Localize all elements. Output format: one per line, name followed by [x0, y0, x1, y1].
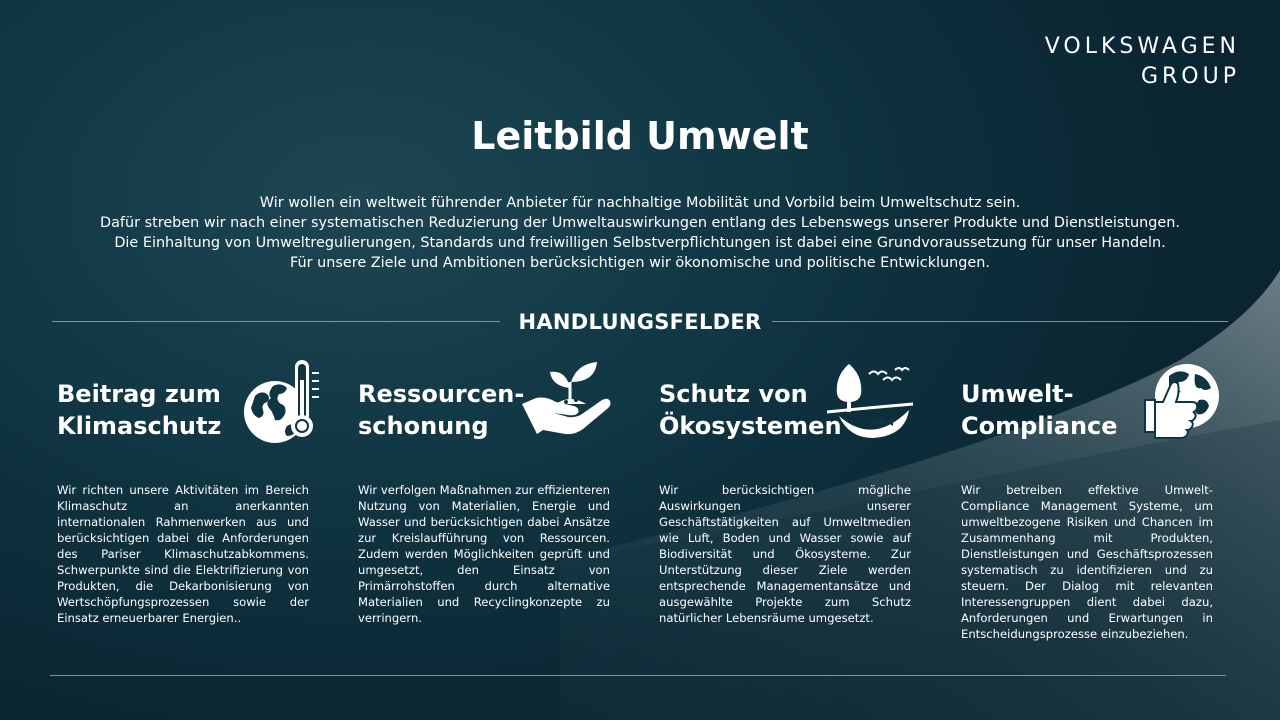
logo-line-2: GROUP — [1140, 64, 1240, 89]
field-title — [358, 378, 524, 442]
ecosystem-tree-fish-birds-icon — [825, 360, 917, 440]
volkswagen-group-logo — [1045, 32, 1240, 92]
field-title-line: schonung — [358, 412, 489, 440]
field-title-line: Ökosystemen — [659, 412, 842, 440]
field-title-line: Schutz von — [659, 380, 808, 408]
intro-line: Für unsere Ziele und Ambitionen berücksichtigen wir ökonomische und politische Entwicklungen. — [290, 255, 990, 271]
intro-line: Die Einhaltung von Umweltregulierungen, Standards und freiwilligen Selbstverpflichtungen ist dabei eine Grundvoraussetzung für unser Handeln. — [114, 235, 1166, 251]
field-description: Wir richten unsere Aktivitäten im Bereich Klimaschutz an anerkannten internationalen Rahmenwerken aus und berücksichtigen dabei die Anforderungen des Pariser Klimaschutzabkommens. Schwerpunkte sind die Elektrifizierung von Produkten, die Dekarbonisierung von Wertschöpfungsprozessen sowie der Einsatz erneuerbarer Energien.. — [57, 483, 309, 625]
intro-text — [0, 193, 1280, 273]
field-title-line: Beitrag zum — [57, 380, 221, 408]
field-title-line: Compliance — [961, 412, 1118, 440]
intro-line: Wir wollen ein weltweit führender Anbieter für nachhaltige Mobilität und Vorbild beim Umweltschutz sein. — [259, 195, 1021, 211]
field-description: Wir verfolgen Maßnahmen zur effizienteren Nutzung von Materialien, Energie und Wasser und berücksichtigen dabei Ansätze zur Kreislaufführung von Ressourcen. Zudem werden Möglichkeiten geprüft und umgesetzt, den Einsatz von Primärrohstoffen durch alternative Materialien und Recyclingkonzepte zu verringern. — [358, 483, 610, 625]
field-title — [57, 378, 221, 442]
field-title-line: Ressourcen- — [358, 380, 525, 408]
field-description: Wir berücksichtigen mögliche Auswirkungen unserer Geschäftstätigkeiten auf Umweltmedien wie Luft, Boden und Wasser sowie auf Biodiversität und Ökosysteme. Zur Unterstützung dieser Ziele werden entsprechende Managementansätze und ausgewählte Projekte zum Schutz natürlicher Lebensräume umgesetzt. — [659, 483, 911, 625]
page-title: Leitbild Umwelt — [471, 114, 809, 158]
field-description: Wir betreiben effektive Umwelt-Compliance Management Systeme, um umweltbezogene Risiken und Chancen im Zusammenhang mit Produkten, Dienstleistungen und Geschäftsprozessen systematisch zu identifizieren und zu steuern. Der Dialog mit relevanten Interessengruppen dient dabei dazu, Anforderungen und Erwartungen in Entscheidungsprozesse einzubeziehen. — [961, 483, 1213, 641]
thumbs-up-globe-icon — [1143, 360, 1223, 440]
intro-line: Dafür streben wir nach einer systematischen Reduzierung der Umweltauswirkungen entlang des Lebenswegs unserer Produkte und Dienstleistungen. — [100, 215, 1180, 231]
field-title — [961, 378, 1118, 442]
field-title-line: Umwelt- — [961, 380, 1074, 408]
logo-line-1: VOLKSWAGEN — [1044, 34, 1240, 59]
section-heading: HANDLUNGSFELDER — [518, 310, 762, 334]
field-title-line: Klimaschutz — [57, 412, 222, 440]
hand-plant-icon — [520, 360, 616, 440]
field-title — [659, 378, 842, 442]
globe-thermometer-icon — [243, 360, 325, 448]
footer-divider — [50, 675, 1226, 676]
